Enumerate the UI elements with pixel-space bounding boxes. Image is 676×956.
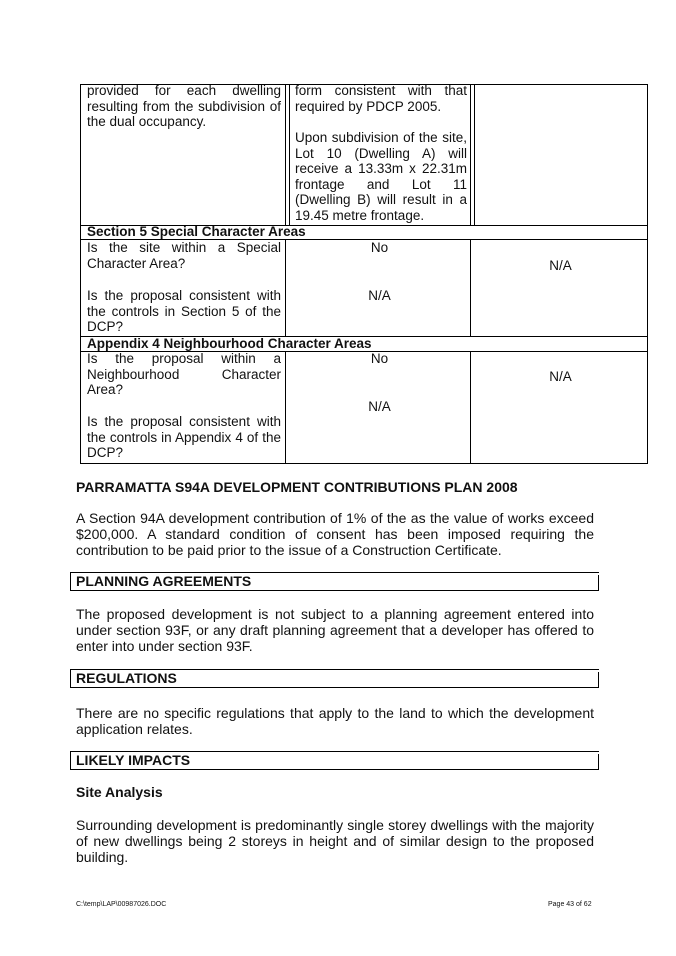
row1-proposal-text: form consistent with that required by PDCP 2005. <box>295 83 467 114</box>
footer-file-path: C:\temp\LAP\00987026.DOC <box>76 901 167 908</box>
footer-page-number: Page 43 of 62 <box>548 901 592 908</box>
regulations-heading: REGULATIONS <box>76 670 177 686</box>
appendix4-question-1: Is the proposal within a Neighbourhood Character Area? <box>87 351 281 398</box>
planning-agreements-paragraph: The proposed development is not subject to a planning agreement entered into under section 93F, or any draft planning agreement that a developer has offered to enter into under section 93F. <box>76 606 594 655</box>
appendix4-answer-2: N/A <box>368 399 391 414</box>
row1-subdivision-text: Upon subdivision of the site, Lot 10 (Dwelling A) will receive a 13.33m x 22.31m frontage and Lot 11 (Dwelling B) will result in a 19.45 metre frontage. <box>295 130 467 223</box>
appendix4-question-2: Is the proposal consistent with the controls in Appendix 4 of the DCP? <box>87 414 281 461</box>
section5-question-1: Is the site within a Special Character Area? <box>87 240 281 271</box>
section5-compliance: N/A <box>549 258 572 273</box>
section5-answer-1: No <box>370 240 389 255</box>
likely-impacts-heading: LIKELY IMPACTS <box>76 752 191 768</box>
regulations-paragraph: There are no specific regulations that apply to the land to which the development application relates. <box>76 705 594 738</box>
site-analysis-subheading: Site Analysis <box>76 784 163 800</box>
appendix4-heading: Appendix 4 Neighbourhood Character Areas <box>87 336 372 351</box>
section5-answer-2: N/A <box>368 288 391 303</box>
contributions-heading: PARRAMATTA S94A DEVELOPMENT CONTRIBUTIONS PLAN 2008 <box>76 479 518 495</box>
site-analysis-paragraph: Surrounding development is predominantly single storey dwellings with the majority of new dwellings being 2 storeys in height and of similar design to the proposed building. <box>76 817 594 866</box>
contributions-paragraph: A Section 94A development contribution of 1% of the as the value of works exceed $200,000. A standard condition of consent has been imposed requiring the contribution to be paid prior to the issue of a Construction Certificate. <box>76 510 594 559</box>
planning-agreements-heading: PLANNING AGREEMENTS <box>76 573 252 589</box>
appendix4-compliance: N/A <box>549 369 572 384</box>
section5-heading: Section 5 Special Character Areas <box>87 224 306 239</box>
row1-requirement-text: provided for each dwelling resulting from the subdivision of the dual occupancy. <box>87 83 281 130</box>
section5-question-2: Is the proposal consistent with the controls in Section 5 of the DCP? <box>87 288 281 335</box>
appendix4-answer-1: No <box>370 351 389 366</box>
